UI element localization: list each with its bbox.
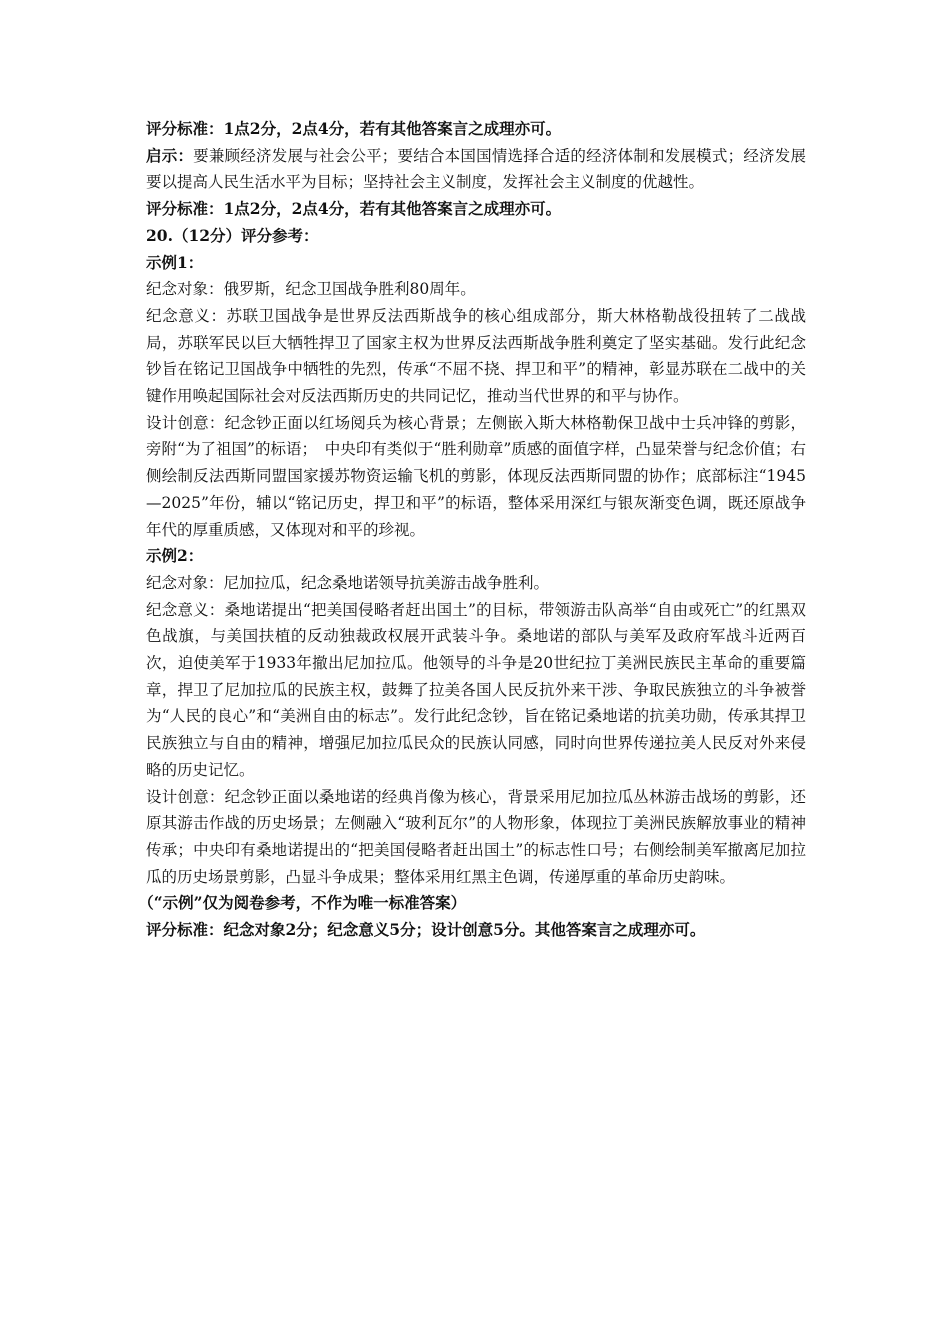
- example-2-design: 设计创意：纪念钞正面以桑地诺的经典肖像为核心，背景采用尼加拉瓜丛林游击战场的剪影，还原其游击作战的历史场景；左侧融入“玻利瓦尔”的人物形象，体现拉丁美洲民族解放事业的精神传承；中央印有桑地诺提出的“把美国侵略者赶出国土”的标志性口号；右侧绘制美军撤离尼加拉瓜的历史场景剪影，凸显斗争成果；整体采用红黑主色调，传递厚重的革命历史韵味。: [146, 787, 806, 886]
- example-2-object: 纪念对象：尼加拉瓜，纪念桑地诺领导抗美游击战争胜利。: [146, 573, 550, 592]
- question-20-heading: 20.（12分）评分参考：: [146, 225, 319, 245]
- scoring-criteria-1: 评分标准：1点2分，2点4分，若有其他答案言之成理亦可。: [146, 119, 562, 138]
- example-1-design: 设计创意：纪念钞正面以红场阅兵为核心背景；左侧嵌入斯大林格勒保卫战中士兵冲锋的剪影，旁附“为了祖国”的标语； 中央印有类似于“胜利勋章”质感的面值字样，凸显荣誉与纪念价值；右侧绘制反法西斯同盟国家援苏物资运输飞机的剪影，体现反法西斯同盟的协作；底部标注“1945—2025”年份，辅以“铭记历史，捍卫和平”的标语，整体采用深红与银灰渐变色调，既还原战争年代的厚重质感，又体现对和平的珍视。: [146, 413, 806, 539]
- inspiration-label: 启示：: [146, 145, 194, 165]
- example-2-heading: 示例2：: [146, 546, 204, 566]
- example-1-heading: 示例1：: [146, 252, 204, 272]
- example-1-meaning: 纪念意义：苏联卫国战争是世界反法西斯战争的核心组成部分，斯大林格勒战役扭转了二战战局，苏联军民以巨大牺牲捍卫了国家主权为世界反法西斯战争胜利奠定了坚实基础。发行此纪念钞旨在铭记卫国战争中牺牲的先烈，传承“不屈不挠、捍卫和平”的精神，彰显苏联在二战中的关键作用唤起国际社会对反法西斯历史的共同记忆，推动当代世界的和平与协作。: [146, 306, 806, 406]
- inspiration-paragraph: [146, 143, 806, 196]
- final-scoring-criteria: 评分标准：纪念对象2分；纪念意义5分；设计创意5分。其他答案言之成理亦可。: [146, 920, 706, 940]
- answer-key-document: [138, 116, 806, 944]
- example-1-object: 纪念对象：俄罗斯，纪念卫国战争胜利80周年。: [146, 280, 476, 299]
- example-2-meaning: 纪念意义：桑地诺提出“把美国侵略者赶出国土”的目标，带领游击队高举“自由或死亡”的红黑双色战旗，与美国扶植的反动独裁政权展开武装斗争。桑地诺的部队与美军及政府军战斗近两百次，迫使美军于1933年撤出尼加拉瓜。他领导的斗争是20世纪拉丁美洲民族民主革命的重要篇章，捍卫了尼加拉瓜的民族主权，鼓舞了拉美各国人民反抗外来干涉、争取民族独立的斗争被誉为“人民的良心”和“美洲自由的标志”。发行此纪念钞，旨在铭记桑地诺的抗美功勋，传承其捍卫民族独立与自由的精神，增强尼加拉瓜民众的民族认同感，同时向世界传递拉美人民反对外来侵略的历史记忆。: [146, 600, 806, 779]
- example-note: （“示例”仅为阅卷参考，不作为唯一标准答案）: [138, 893, 467, 913]
- scoring-criteria-2: 评分标准：1点2分，2点4分，若有其他答案言之成理亦可。: [146, 199, 562, 219]
- inspiration-text: 要兼顾经济发展与社会公平；要结合本国国情选择合适的经济体制和发展模式；经济发展要以提高人民生活水平为目标；坚持社会主义制度，发挥社会主义制度的优越性。: [146, 146, 806, 192]
